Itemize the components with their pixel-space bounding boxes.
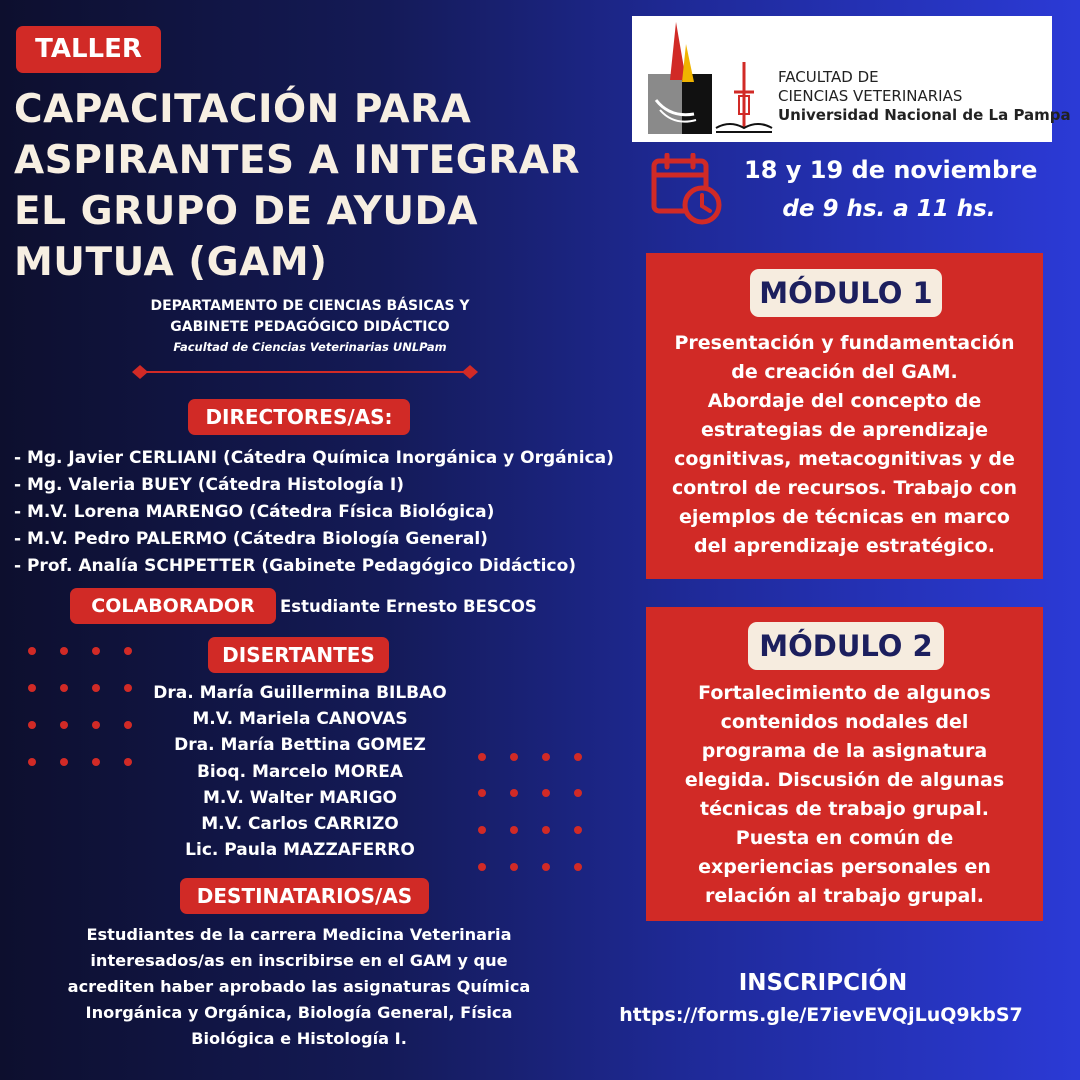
logo-line-3: Universidad Nacional de La Pampa	[778, 106, 1071, 124]
colaborador-label: COLABORADOR	[70, 588, 276, 624]
module-line: estrategias de aprendizaje	[701, 419, 988, 441]
disertante-item: M.V. Walter MARIGO	[202, 787, 397, 808]
directores-list	[14, 445, 654, 580]
module-line: control de recursos. Trabajo con	[671, 477, 1017, 499]
module-line: de creación del GAM.	[731, 361, 958, 383]
destinatarios-line: Biológica e Histología I.	[191, 1029, 407, 1048]
directores-label: DIRECTORES/AS:	[188, 399, 410, 435]
title-line: ASPIRANTES A INTEGRAR	[14, 138, 581, 183]
module-line: Fortalecimiento de algunos	[698, 682, 991, 704]
logo-line-1: FACULTAD DE	[778, 68, 879, 86]
title-line: MUTUA (GAM)	[14, 240, 328, 285]
page-title	[14, 84, 634, 288]
disertante-item: Bioq. Marcelo MOREA	[196, 761, 404, 782]
module-2-title: MÓDULO 2	[748, 622, 944, 670]
module-1-description	[646, 329, 1043, 561]
destinatarios-line: interesados/as en inscribirse en el GAM y que	[90, 951, 508, 970]
module-line: ejemplos de técnicas en marco	[679, 506, 1010, 528]
department-line-1: DEPARTAMENTO DE CIENCIAS BÁSICAS Y	[150, 298, 470, 314]
title-line: CAPACITACIÓN PARA	[14, 87, 472, 132]
module-line: Abordaje del concepto de	[707, 390, 982, 412]
destinatarios-line: Inorgánica y Orgánica, Biología General, Física	[85, 1003, 513, 1022]
destinatarios-line: acrediten haber aprobado las asignaturas Química	[67, 977, 531, 996]
destinatarios-line: Estudiantes de la carrera Medicina Veterinaria	[86, 925, 512, 944]
disertante-item: Lic. Paula MAZZAFERRO	[185, 840, 415, 861]
module-line: contenidos nodales del	[720, 711, 969, 733]
disertante-item: M.V. Mariela CANOVAS	[192, 709, 408, 730]
director-item: - Mg. Valeria BUEY (Cátedra Histología I)	[14, 475, 404, 495]
event-time: de 9 hs. a 11 hs.	[782, 196, 996, 222]
faculty-subtitle: Facultad de Ciencias Veterinarias UNLPam	[173, 340, 447, 354]
module-line: Presentación y fundamentación	[674, 332, 1015, 354]
taller-badge: TALLER	[16, 26, 161, 73]
disertantes-label: DISERTANTES	[208, 637, 389, 673]
faculty-logo	[632, 16, 1071, 142]
disertantes-list	[130, 680, 470, 863]
destinatarios-label: DESTINATARIOS/AS	[180, 878, 429, 914]
module-line: programa de la asignatura	[701, 740, 988, 762]
module-line: relación al trabajo grupal.	[704, 885, 985, 907]
module-line: elegida. Discusión de algunas	[684, 769, 1005, 791]
module-1-title: MÓDULO 1	[750, 269, 942, 317]
module-line: del aprendizaje estratégico.	[694, 535, 995, 557]
registration-link[interactable]: https://forms.gle/E7ievEVQjLuQ9kbS7	[619, 1004, 1023, 1026]
module-line: cognitivas, metacognitivas y de	[674, 448, 1015, 470]
disertante-item: Dra. María Guillermina BILBAO	[153, 683, 447, 703]
disertante-item: Dra. María Bettina GOMEZ	[174, 735, 426, 756]
module-line: experiencias personales en	[698, 856, 991, 878]
destinatarios-text	[44, 922, 554, 1052]
department-line-2: GABINETE PEDAGÓGICO DIDÁCTICO	[170, 319, 450, 335]
module-line: técnicas de trabajo grupal.	[700, 798, 989, 820]
module-1-card	[646, 253, 1043, 579]
director-item: - Prof. Analía SCHPETTER (Gabinete Pedagógico Didáctico)	[14, 556, 577, 576]
director-item: - Mg. Javier CERLIANI (Cátedra Química Inorgánica y Orgánica)	[14, 448, 614, 468]
colaborador-name: Estudiante Ernesto BESCOS	[280, 597, 537, 616]
disertante-item: M.V. Carlos CARRIZO	[201, 813, 399, 834]
title-line: EL GRUPO DE AYUDA	[14, 189, 479, 234]
logo-line-2: CIENCIAS VETERINARIAS	[778, 87, 963, 105]
director-item: - M.V. Lorena MARENGO (Cátedra Física Biológica)	[14, 502, 495, 522]
calendar-clock-icon	[650, 153, 724, 225]
module-2-description	[646, 679, 1043, 911]
module-2-card	[646, 607, 1043, 921]
event-date: 18 y 19 de noviembre	[744, 156, 1038, 184]
diamond-divider	[132, 362, 478, 382]
inscripcion-label: INSCRIPCIÓN	[738, 970, 908, 996]
seal-logo-icon	[714, 62, 774, 134]
module-line: Puesta en común de	[735, 827, 954, 849]
flame-logo-icon	[646, 22, 716, 134]
logo-text	[778, 68, 1071, 125]
director-item: - M.V. Pedro PALERMO (Cátedra Biología General)	[14, 529, 488, 549]
